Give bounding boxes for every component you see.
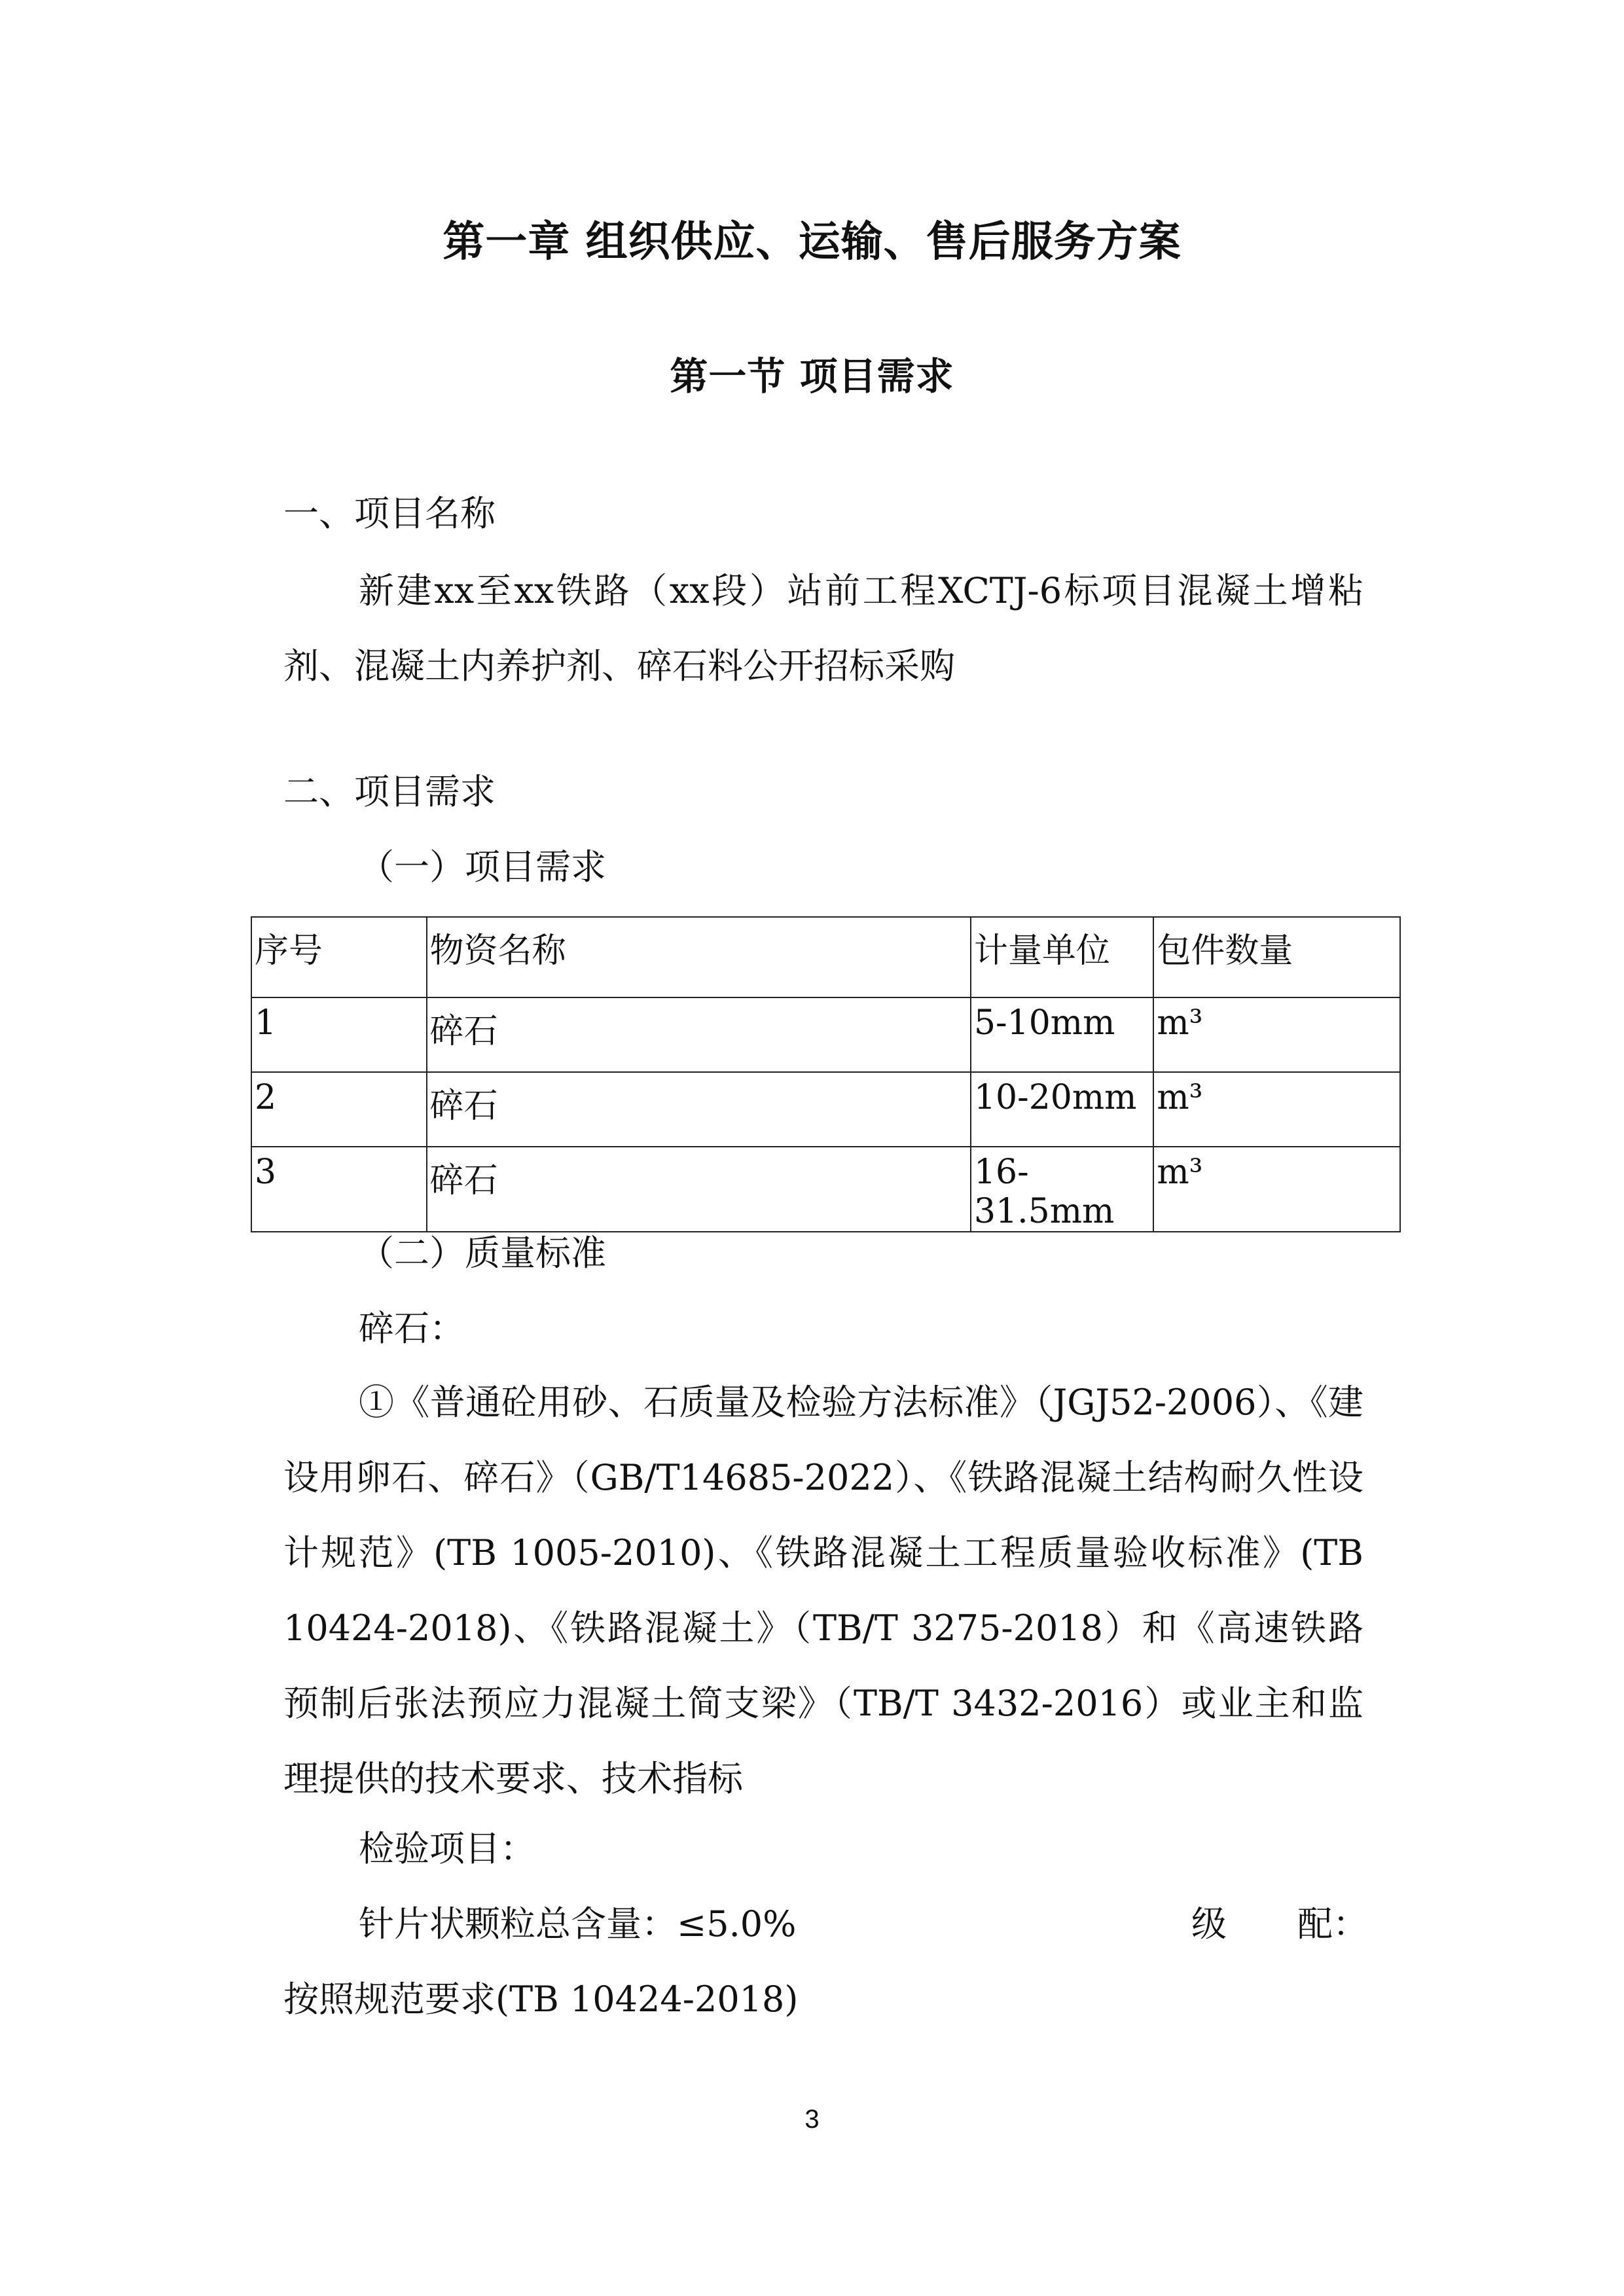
table-cell: 16-31.5mm bbox=[971, 1147, 1153, 1232]
table-cell: 10-20mm bbox=[971, 1072, 1153, 1147]
table-cell: 2 bbox=[251, 1072, 427, 1147]
header-cell: 物资名称 bbox=[427, 917, 971, 997]
needle-flake-content: 针片状颗粒总含量：≤5.0% bbox=[359, 1903, 797, 1945]
table-cell: 碎石 bbox=[427, 1072, 971, 1147]
table-cell: 3 bbox=[251, 1147, 427, 1232]
table-cell: 5-10mm bbox=[971, 997, 1153, 1072]
part2-heading: 二、项目需求 bbox=[283, 771, 496, 812]
requirements-table bbox=[251, 916, 1401, 1232]
table-cell: m³ bbox=[1153, 1072, 1400, 1147]
grading-value: 按照规范要求(TB 10424-2018) bbox=[283, 1979, 799, 2020]
table-header-row bbox=[251, 917, 1400, 997]
section-title: 第一节 项目需求 bbox=[670, 354, 954, 399]
header-cell: 计量单位 bbox=[971, 917, 1153, 997]
inspection-label: 检验项目： bbox=[359, 1828, 535, 1869]
table-row bbox=[251, 1147, 1400, 1232]
table-row bbox=[251, 997, 1400, 1072]
table-cell: m³ bbox=[1153, 1147, 1400, 1232]
quality-standards-text: ①《普通砼用砂、石质量及检验方法标准》（JGJ52-2006）、《建设用卵石、碎石》（GB/T14685-2022）、《铁路混凝土结构耐久性设计规范》(TB 1005-2010)、《铁路混凝土工程质量验收标准》(TB 10424-2018)、《铁路混凝土》（TB/T 3275-2018）和《高速铁路预制后张法预应力混凝土简支梁》（TB/T 3432-2016）或业主和监理提供的技术要求、技术指标 bbox=[283, 1382, 1363, 1799]
material-label: 碎石： bbox=[359, 1308, 465, 1349]
sub-heading-requirements: （一）项目需求 bbox=[359, 846, 606, 888]
page-number: 3 bbox=[804, 2105, 820, 2134]
grading-label: 级 配： bbox=[1191, 1903, 1368, 1945]
part1-heading: 一、项目名称 bbox=[283, 493, 496, 534]
table-cell: 碎石 bbox=[427, 997, 971, 1072]
table-cell: 碎石 bbox=[427, 1147, 971, 1232]
header-cell: 序号 bbox=[251, 917, 427, 997]
table-row bbox=[251, 1072, 1400, 1147]
chapter-title: 第一章 组织供应、运输、售后服务方案 bbox=[442, 218, 1182, 266]
project-name-text: 新建xx至xx铁路（xx段）站前工程XCTJ-6标项目混凝土增粘剂、混凝土内养护剂、碎石料公开招标采购 bbox=[283, 570, 1363, 687]
header-cell: 包件数量 bbox=[1153, 917, 1400, 997]
table-cell: m³ bbox=[1153, 997, 1400, 1072]
sub-heading-quality: （二）质量标准 bbox=[359, 1232, 606, 1274]
table-cell: 1 bbox=[251, 997, 427, 1072]
